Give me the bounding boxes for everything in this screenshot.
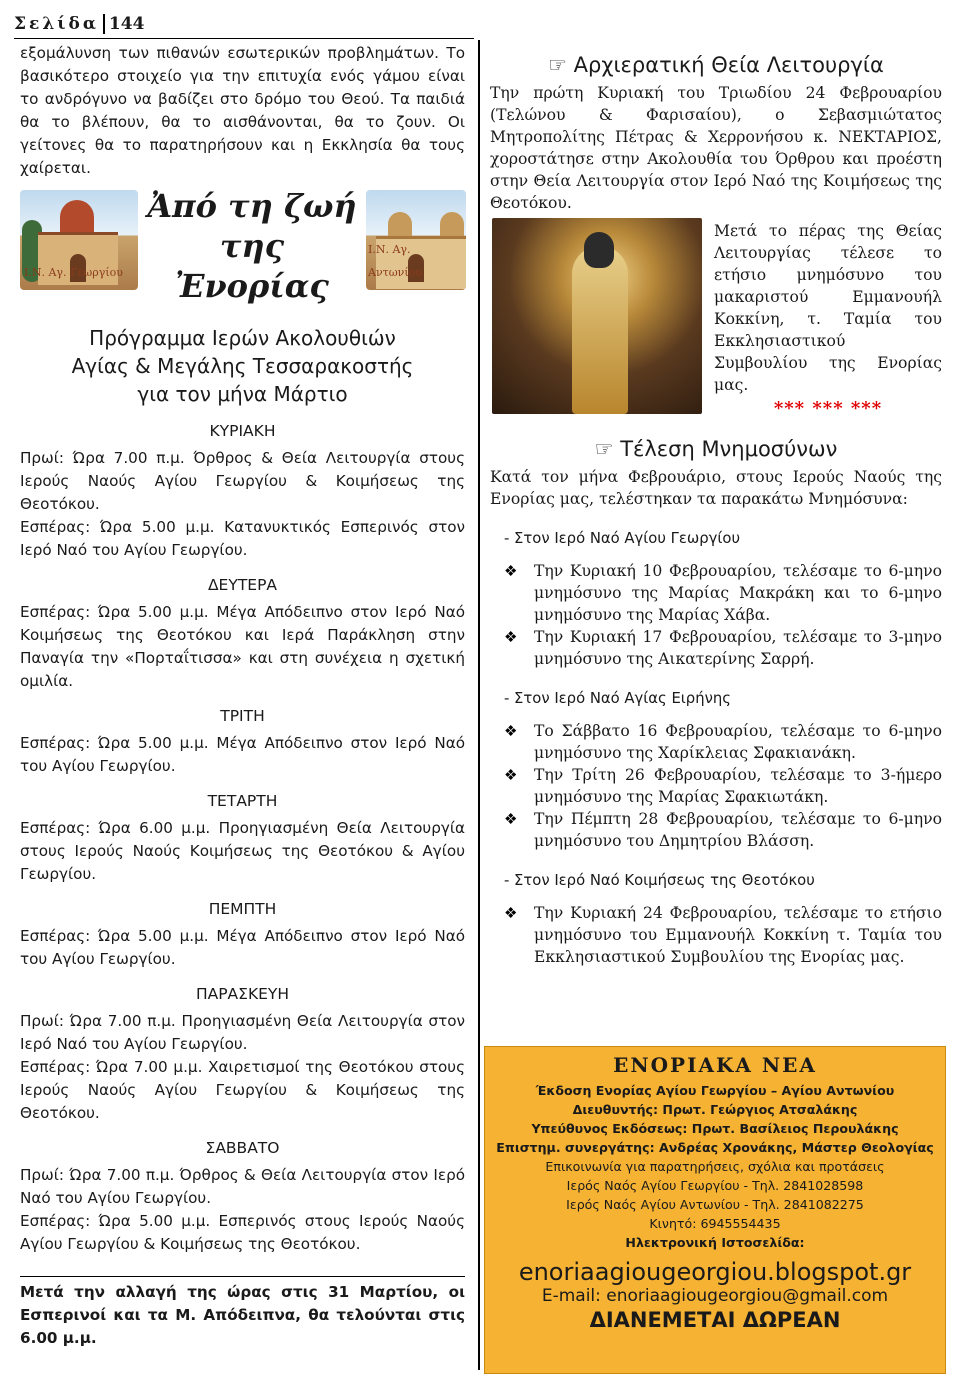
phone-georgios: Ιερός Ναός Αγίου Γεωργίου - Τηλ. 2841028598 <box>566 1178 864 1193</box>
church-agios-georgios-image <box>20 190 138 290</box>
page-label: Σελίδα <box>14 14 99 34</box>
free-distribution: ΔΙΑΝΕΜΕΤΑΙ ΔΩΡΕΑΝ <box>589 1308 841 1332</box>
memorials-intro: Κατά τον μήνα Φεβρουάριο, στους Ιερούς Ναούς της Ενορίας μας, τελέστηκαν τα παρακάτω Μνημόσυνα: <box>490 468 942 508</box>
entry-label: Πρωί: <box>20 1012 65 1030</box>
liturgy-paragraph: Την πρώτη Κυριακή του Τριωδίου 24 Φεβρουαρίου (Τελώνου & Φαρισαίου), ο Σεβασμιώτατος Μητροπολίτης Πέτρας & Χερρονήσου κ. ΝΕΚΤΑΡΙΟΣ, χοροστάτησε στην Ακολουθία του Όρθρου και προέστη στην Θεία Λειτουργία στον Ιερό Ναό της Κοιμήσεως της Θεοτόκου. <box>490 84 942 212</box>
page-number: 144 <box>103 14 145 34</box>
memorial-paragraph: Μετά το πέρας της Θείας Λειτουργίας τέλεσε το ετήσιο μνημόσυνο του μακαριστού Εμμανουήλ Κοκκίνη, τ. Ταμία του Εκκλησιαστικού Συμβουλίου της Ενορίας μας. <box>714 222 942 394</box>
program-title-line2: Αγίας & Μεγάλης Τεσσαρακοστής <box>71 354 414 378</box>
header-rule <box>14 38 474 39</box>
entry-label: Εσπέρας: <box>20 734 91 752</box>
entry-label: Εσπέρας: <box>20 1212 91 1230</box>
phone-antonios: Ιερός Ναός Αγίου Αντωνίου - Τηλ. 2841082275 <box>566 1197 864 1212</box>
entry-text: Ώρα 7.00 π.μ. Όρθρος & Θεία Λειτουργία στους Ιερούς Ναούς Αγίου Γεωργίου & Κοιμήσεως της Θεοτόκου. <box>20 449 466 513</box>
schedule-entry <box>20 601 465 693</box>
schedule-entry <box>20 447 465 516</box>
memorial-item <box>490 560 942 626</box>
intro-paragraph: εξομάλυνση των πιθανών εσωτερικών προβλημάτων. Το βασικότερο στοιχείο για την επιτυχία ενός γάμου είναι το ανδρόγυνο να βαδίζει στο δρόμο του Θεού. Τα παιδιά θα το βλέπουν, θα το αισθάνονται, θα το ζουν. Οι γείτονες θα το παρατηρήσουν και η Εκκλησία θα τους χαίρεται. <box>20 44 465 177</box>
collaborator-line: Επιστημ. συνεργάτης: Ανδρέας Χρονάκης, Μάστερ Θεολογίας <box>496 1140 934 1155</box>
memorial-item <box>490 902 942 968</box>
section-title-liturgy <box>490 54 942 76</box>
diamond-bullet-icon: ❖ <box>504 722 518 740</box>
day-heading: ΚΥΡΙΑΚΗ <box>209 422 276 440</box>
memorial-item <box>490 808 942 852</box>
banner-title-line1: Ἀπό τη ζωή <box>147 187 357 225</box>
day-heading: ΠΑΡΑΣΚΕΥΗ <box>195 985 290 1003</box>
program-title-line3: για τον μήνα Μάρτιο <box>137 382 348 406</box>
church-subheading: - Στον Ιερό Ναό Αγίας Ειρήνης <box>504 690 731 707</box>
day-heading: ΤΡΙΤΗ <box>220 707 265 725</box>
page-header <box>14 14 144 34</box>
schedule-entry <box>20 1210 465 1256</box>
program-title <box>20 324 465 408</box>
right-column <box>490 42 942 968</box>
diamond-bullet-icon: ❖ <box>504 766 518 784</box>
day-heading: ΔΕΥΤΕΡΑ <box>207 576 278 594</box>
email-link[interactable]: E-mail: enoriaagiougeorgiou@gmail.com <box>541 1286 889 1306</box>
diamond-bullet-icon: ❖ <box>504 628 518 646</box>
schedule-entry <box>20 732 465 778</box>
diamond-bullet-icon: ❖ <box>504 810 518 828</box>
entry-label: Εσπέρας: <box>20 518 91 536</box>
program-title-line1: Πρόγραμμα Ιερών Ακολουθιών <box>89 326 396 350</box>
contact-line: Επικοινωνία για παρατηρήσεις, σχόλια και προτάσεις <box>545 1159 885 1174</box>
pointing-hand-icon: ☞ <box>548 53 567 77</box>
entry-label: Πρωί: <box>20 1166 65 1184</box>
column-divider <box>478 40 480 1370</box>
entry-label: Εσπέρας: <box>20 819 91 837</box>
separator-stars: *** *** *** <box>773 398 883 419</box>
schedule-entry <box>20 1010 465 1056</box>
section-title-memorials <box>490 438 942 460</box>
memorial-text: Την Τρίτη 26 Φεβρουαρίου, τελέσαμε το 3-ήμερο μνημόσυνο της Μαρίας Σφακιωτάκη. <box>534 766 942 806</box>
memorial-item <box>490 626 942 670</box>
memorial-text: Το Σάββατο 16 Φεβρουαρίου, τελέσαμε το 6-μηνο μνημόσυνο της Χαρίκλειας Σφακιανάκη. <box>534 722 942 762</box>
day-heading: ΣΑΒΒΑΤΟ <box>205 1139 280 1157</box>
church-agios-antonios-image <box>366 190 466 290</box>
newsletter-title: ΕΝΟΡΙΑΚΑ ΝΕΑ <box>613 1053 817 1077</box>
edition-line: Έκδοση Ενορίας Αγίου Γεωργίου – Αγίου Αντωνίου <box>535 1083 895 1098</box>
entry-text: Ώρα 5.00 μ.μ. Μέγα Απόδειπνο στον Ιερό Ναό του Αγίου Γεωργίου. <box>20 927 466 968</box>
section-title-text: Αρχιερατική Θεία Λειτουργία <box>573 53 884 77</box>
time-change-note: Μετά την αλλαγή της ώρας στις 31 Μαρτίου, οι Εσπερινοί και τα Μ. Απόδειπνα, θα τελούνται στις 6.00 μ.μ. <box>20 1276 465 1350</box>
banner-title-line2: της Ἐνορίας <box>175 227 329 305</box>
memorial-text: Την Κυριακή 24 Φεβρουαρίου, τελέσαμε το ετήσιο μνημόσυνο του Εμμανουήλ Κοκκίνη τ. Ταμία του Εκκλησιαστικού Συμβουλίου της Ενορίας μας. <box>534 904 942 966</box>
mobile-line: Κινητό: 6945554435 <box>649 1216 781 1231</box>
church-subheading: - Στον Ιερό Ναό Κοιμήσεως της Θεοτόκου <box>504 872 815 889</box>
schedule-entry <box>20 1164 465 1210</box>
entry-text: Ώρα 5.00 μ.μ. Μέγα Απόδειπνο στον Ιερό Ναό Κοιμήσεως της Θεοτόκου και Ιερά Παράκληση στην Παναγία την «Πορταΐτισσα» και στη συνέχεια η σχετική ομιλία. <box>20 603 466 690</box>
entry-text: Ώρα 7.00 μ.μ. Χαιρετισμοί της Θεοτόκου στους Ιερούς Ναούς Αγίου Γεωργίου & Κοιμήσεως της Θεοτόκου. <box>20 1058 466 1122</box>
newsletter-info-box <box>484 1046 946 1374</box>
banner-title <box>138 186 366 306</box>
caption-left: Ι.Ν. Αγ. Γεωργίου <box>24 266 123 279</box>
schedule-entry <box>20 516 465 562</box>
memorial-item <box>490 764 942 808</box>
entry-text: Ώρα 7.00 π.μ. Όρθρος & Θεία Λειτουργία στον Ιερό Ναό του Αγίου Γεωργίου. <box>20 1166 466 1207</box>
publisher-line: Υπεύθυνος Εκδόσεως: Πρωτ. Βασίλειος Περουλάκης <box>531 1121 899 1136</box>
church-subheading: - Στον Ιερό Ναό Αγίου Γεωργίου <box>504 530 741 547</box>
entry-label: Εσπέρας: <box>20 603 91 621</box>
entry-text: Ώρα 6.00 μ.μ. Προηγιασμένη Θεία Λειτουργία στους Ιερούς Ναούς Κοιμήσεως της Θεοτόκου & Αγίου Γεωργίου. <box>20 819 465 883</box>
entry-text: Ώρα 7.00 π.μ. Προηγιασμένη Θεία Λειτουργία στον Ιερό Ναό του Αγίου Γεωργίου. <box>20 1012 466 1053</box>
entry-label: Εσπέρας: <box>20 927 91 945</box>
left-column <box>20 42 465 1350</box>
parish-banner <box>20 187 465 310</box>
entry-text: Ώρα 5.00 μ.μ. Μέγα Απόδειπνο στον Ιερό Ναό του Αγίου Γεωργίου. <box>20 734 466 775</box>
metropolitan-photo <box>492 218 702 414</box>
director-line: Διευθυντής: Πρωτ. Γεώργιος Ατσαλάκης <box>572 1102 858 1117</box>
entry-text: Ώρα 5.00 μ.μ. Κατανυκτικός Εσπερινός στον Ιερό Ναό του Αγίου Γεωργίου. <box>20 518 465 559</box>
day-heading: ΤΕΤΑΡΤΗ <box>207 792 278 810</box>
memorial-text: Την Κυριακή 10 Φεβρουαρίου, τελέσαμε το 6-μηνο μνημόσυνο της Μαρίας Μακράκη και το 6-μηνο μνημόσυνο της Μαρίας Χάβα. <box>534 562 942 624</box>
memorial-item <box>490 720 942 764</box>
diamond-bullet-icon: ❖ <box>504 562 518 580</box>
entry-label: Πρωί: <box>20 449 65 467</box>
schedule-entry <box>20 925 465 971</box>
memorial-text: Την Κυριακή 17 Φεβρουαρίου, τελέσαμε το 3-μηνο μνημόσυνο της Αικατερίνης Σαρρή. <box>534 628 942 668</box>
memorial-text: Την Πέμπτη 28 Φεβρουαρίου, τελέσαμε το 6-μηνο μνημόσυνο του Δημητρίου Βλάσση. <box>534 810 942 850</box>
diamond-bullet-icon: ❖ <box>504 904 518 922</box>
schedule-entry <box>20 1056 465 1125</box>
schedule-entry <box>20 817 465 886</box>
entry-text: Ώρα 5.00 μ.μ. Εσπερινός στους Ιερούς Ναούς Αγίου Γεωργίου & Κοιμήσεως της Θεοτόκου. <box>20 1212 466 1253</box>
section-title-text: Τέλεση Μνημοσύνων <box>620 437 838 461</box>
pointing-hand-icon: ☞ <box>594 437 614 461</box>
website-link[interactable]: enoriaagiougeorgiou.blogspot.gr <box>518 1258 912 1286</box>
caption-right: Ι.Ν. Αγ. Αντωνίου <box>368 243 422 279</box>
day-heading: ΠΕΜΠΤΗ <box>208 900 277 918</box>
website-label: Ηλεκτρονική Ιστοσελίδα: <box>625 1235 805 1250</box>
entry-label: Εσπέρας: <box>20 1058 91 1076</box>
